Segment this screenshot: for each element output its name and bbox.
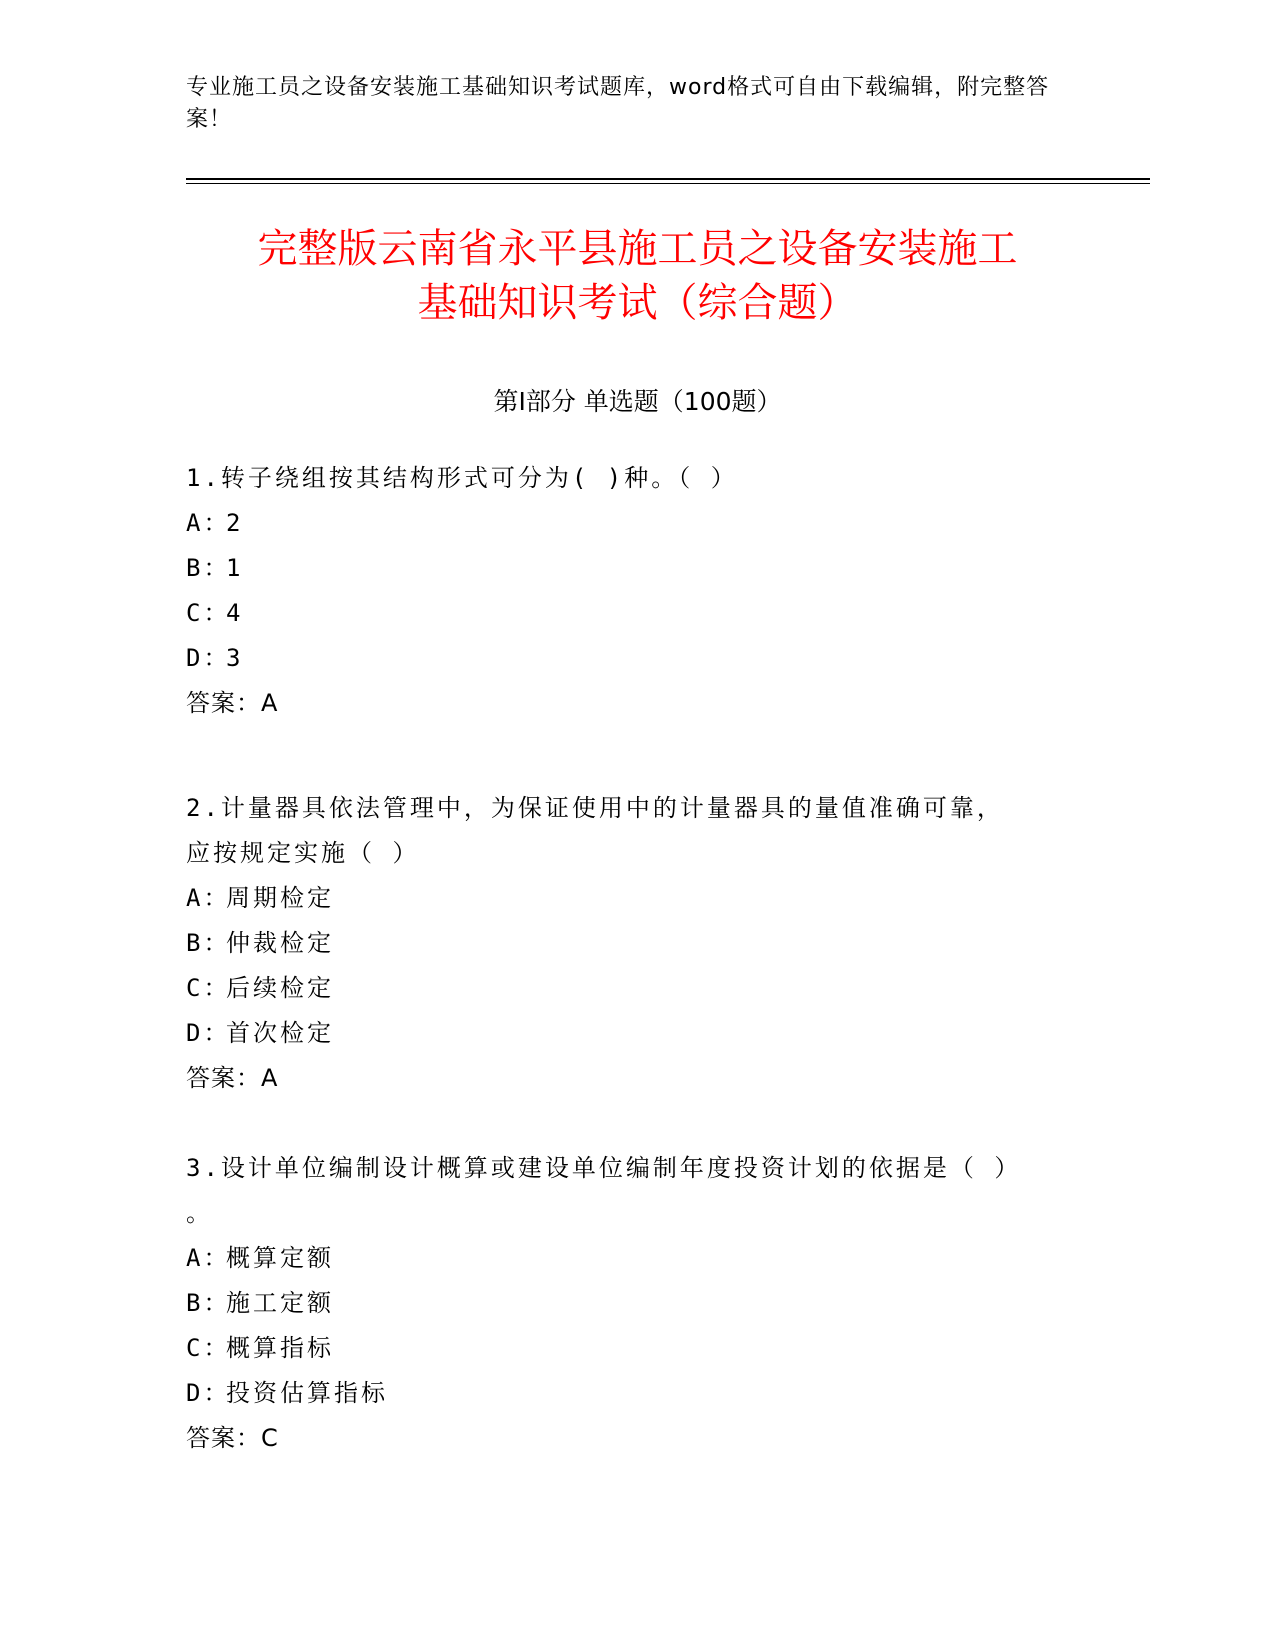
answer: 答案：C — [186, 1424, 279, 1452]
option-key: C： — [186, 1334, 231, 1362]
option-c — [186, 1326, 1066, 1371]
option-d — [186, 1371, 1066, 1416]
option-text: 4 — [226, 599, 244, 627]
option-text: 周期检定 — [226, 884, 334, 912]
option-a — [186, 1236, 1066, 1281]
option-a — [186, 876, 1066, 921]
option-key: C： — [186, 599, 231, 627]
question-2 — [186, 786, 1066, 1101]
option-key: D： — [186, 644, 231, 672]
option-text: 3 — [226, 644, 244, 672]
option-key: D： — [186, 1379, 231, 1407]
header-note: 专业施工员之设备安装施工基础知识考试题库，word格式可自由下载编辑，附完整答案！ — [186, 75, 1050, 132]
option-text: 后续检定 — [226, 974, 334, 1002]
option-key: C： — [186, 974, 231, 1002]
option-key: A： — [186, 884, 231, 912]
option-key: D： — [186, 1019, 231, 1047]
answer: 答案：A — [186, 1064, 279, 1092]
title-line-2: 基础知识考试（综合题） — [417, 280, 858, 326]
answer: 答案：A — [186, 689, 279, 717]
option-key: B： — [186, 1289, 231, 1317]
option-text: 1 — [226, 554, 244, 582]
section-title: 第Ⅰ部分 单选题（100题） — [493, 387, 782, 416]
option-d — [186, 1011, 1066, 1056]
document-title — [150, 222, 1125, 330]
option-a — [186, 501, 1066, 546]
option-b — [186, 921, 1066, 966]
option-key: A： — [186, 509, 231, 537]
option-text: 施工定额 — [226, 1289, 334, 1317]
option-c — [186, 591, 1066, 636]
title-line-1: 完整版云南省永平县施工员之设备安装施工 — [257, 226, 1018, 272]
header-rule-thick — [186, 178, 1150, 180]
option-key: A： — [186, 1244, 231, 1272]
header-rule-thin — [186, 183, 1150, 184]
option-key: B： — [186, 554, 231, 582]
option-d — [186, 636, 1066, 681]
option-text: 2 — [226, 509, 244, 537]
question-stem-line-1: 3.设计单位编制设计概算或建设单位编制年度投资计划的依据是（ ） — [186, 1154, 1022, 1182]
option-b — [186, 546, 1066, 591]
question-1 — [186, 456, 1066, 726]
option-key: B： — [186, 929, 231, 957]
option-text: 仲裁检定 — [226, 929, 334, 957]
question-stem-line-2: 。 — [186, 1199, 213, 1227]
question-stem-line-1: 2.计量器具依法管理中，为保证使用中的计量器具的量值准确可靠， — [186, 794, 1004, 822]
question-stem-line-2: 应按规定实施（ ） — [186, 839, 420, 867]
question-stem: 1.转子绕组按其结构形式可分为( )种。（ ） — [186, 464, 738, 492]
option-b — [186, 1281, 1066, 1326]
question-3 — [186, 1146, 1066, 1461]
option-text: 概算定额 — [226, 1244, 334, 1272]
option-c — [186, 966, 1066, 1011]
option-text: 概算指标 — [226, 1334, 334, 1362]
option-text: 投资估算指标 — [226, 1379, 388, 1407]
option-text: 首次检定 — [226, 1019, 334, 1047]
